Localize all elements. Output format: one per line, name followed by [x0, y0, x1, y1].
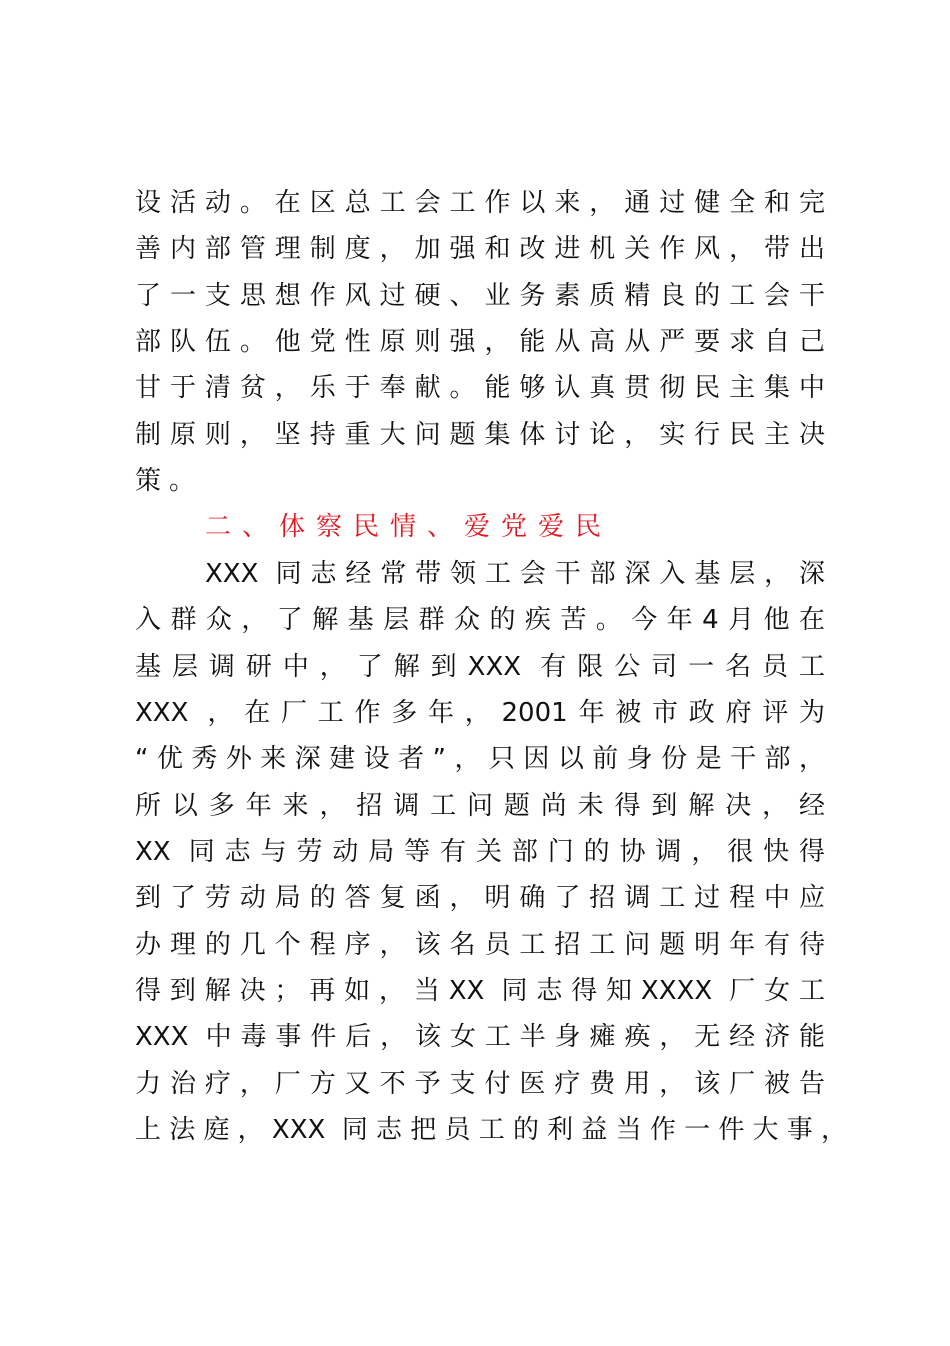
paragraph-1-line-3: 了一支思想作风过硬、业务素质精良的工会干: [135, 281, 825, 311]
paragraph-2-line-6: 所以多年来，招调工问题尚未得到解决，经: [135, 791, 825, 821]
paragraph-2-line-13: 上法庭，XXX 同志把员工的利益当作一件大事，: [135, 1115, 847, 1145]
paragraph-2-line-12: 力治疗，厂方又不予支付医疗费用，该厂被告: [135, 1069, 825, 1099]
paragraph-2-line-8: 到了劳动局的答复函，明确了招调工过程中应: [135, 883, 825, 913]
section-heading: 二、体察民情、爱党爱民: [205, 512, 613, 542]
paragraph-1-line-1: 设活动。在区总工会工作以来，通过健全和完: [135, 188, 825, 218]
paragraph-2-line-5: “优秀外来深建设者”，只因以前身份是干部，: [135, 744, 825, 774]
paragraph-2-line-7: XX 同志与劳动局等有关部门的协调，很快得: [135, 837, 825, 867]
paragraph-2-line-3: 基层调研中，了解到XXX 有限公司一名员工: [135, 652, 825, 682]
paragraph-2-line-11: XXX 中毒事件后，该女工半身瘫痪，无经济能: [135, 1022, 825, 1052]
paragraph-2-line-4: XXX ，在厂工作多年，2001年被市政府评为: [135, 698, 825, 728]
paragraph-2-line-2: 入群众，了解基层群众的疾苦。今年4月他在: [135, 605, 825, 635]
paragraph-1-line-5: 甘于清贫，乐于奉献。能够认真贯彻民主集中: [135, 373, 825, 403]
paragraph-2-line-10: 得到解决；再如，当XX 同志得知XXXX 厂女工: [135, 976, 825, 1006]
paragraph-1-line-2: 善内部管理制度，加强和改进机关作风，带出: [135, 234, 825, 264]
paragraph-2-line-9: 办理的几个程序，该名员工招工问题明年有待: [135, 930, 825, 960]
paragraph-2-line-1: XXX 同志经常带领工会干部深入基层，深: [205, 559, 825, 589]
paragraph-1-line-7: 策。: [135, 466, 204, 496]
paragraph-1-line-6: 制原则，坚持重大问题集体讨论，实行民主决: [135, 420, 825, 450]
paragraph-1-line-4: 部队伍。他党性原则强，能从高从严要求自己: [135, 327, 825, 357]
